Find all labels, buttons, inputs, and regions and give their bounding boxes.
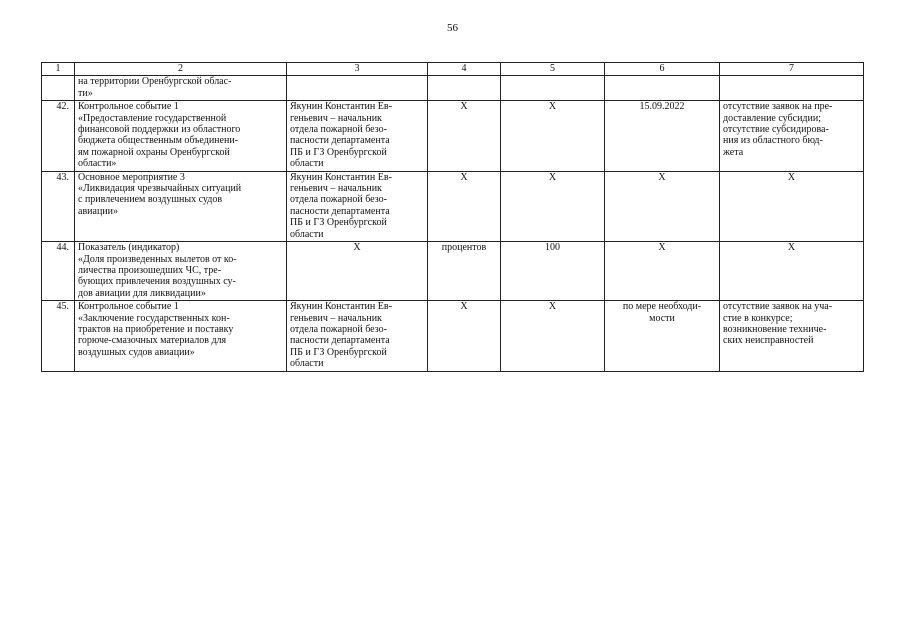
row-number: 44.	[42, 242, 75, 301]
table-row	[42, 101, 864, 171]
cell-col6: по мере необходи- мости	[605, 301, 720, 371]
cell-col4: процентов	[428, 242, 501, 301]
cell-event: Контрольное событие 1 «Заключение государственных кон- трактов на приобретение и поставку горюче-смазочных материалов для воздушных судов авиации»	[75, 301, 287, 371]
cell-col6: 15.09.2022	[605, 101, 720, 171]
cell-responsible	[287, 76, 428, 101]
cell-col4: Х	[428, 301, 501, 371]
row-number: 42.	[42, 101, 75, 171]
cell-col5: Х	[501, 101, 605, 171]
cell-col6: Х	[605, 242, 720, 301]
cell-responsible: Якунин Константин Ев- геньевич – начальник отдела пожарной безо- пасности департамента ПБ и ГЗ Оренбургской области	[287, 171, 428, 241]
cell-col4: Х	[428, 171, 501, 241]
cell-col4: Х	[428, 101, 501, 171]
table-row	[42, 301, 864, 371]
continuation-row	[42, 76, 864, 101]
cell-responsible: Якунин Константин Ев- геньевич – начальник отдела пожарной безо- пасности департамента ПБ и ГЗ Оренбургской области	[287, 101, 428, 171]
cell-col7: отсутствие заявок на уча- стие в конкурсе; возникновение техниче- ских неисправностей	[720, 301, 864, 371]
cell-col5: 100	[501, 242, 605, 301]
cell-col6: Х	[605, 171, 720, 241]
header-col-4: 4	[428, 63, 501, 76]
header-col-3: 3	[287, 63, 428, 76]
cell-responsible: Х	[287, 242, 428, 301]
cell-col7: отсутствие заявок на пре- доставление субсидии; отсутствие субсидирова- ния из областного бюд- жета	[720, 101, 864, 171]
row-number: 43.	[42, 171, 75, 241]
cell-event: Основное мероприятие 3 «Ликвидация чрезвычайных ситуаций с привлечением воздушных судов авиации»	[75, 171, 287, 241]
header-col-5: 5	[501, 63, 605, 76]
cell-event: на территории Оренбургской облас- ти»	[75, 76, 287, 101]
header-col-2: 2	[75, 63, 287, 76]
cell-responsible: Якунин Константин Ев- геньевич – начальник отдела пожарной безо- пасности департамента ПБ и ГЗ Оренбургской области	[287, 301, 428, 371]
cell-event: Контрольное событие 1 «Предоставление государственной финансовой поддержки из областного бюджета общественным объединени- ям пожарной охраны Оренбургской области»	[75, 101, 287, 171]
cell-col7	[720, 76, 864, 101]
cell-col5: Х	[501, 171, 605, 241]
cell-col6	[605, 76, 720, 101]
row-number: 45.	[42, 301, 75, 371]
header-row	[42, 63, 864, 76]
header-col-7: 7	[720, 63, 864, 76]
cell-col5: Х	[501, 301, 605, 371]
cell-num	[42, 76, 75, 101]
plan-table	[41, 62, 864, 372]
table-row	[42, 242, 864, 301]
table-row	[42, 171, 864, 241]
cell-col4	[428, 76, 501, 101]
cell-col5	[501, 76, 605, 101]
cell-col7: Х	[720, 242, 864, 301]
header-col-1: 1	[42, 63, 75, 76]
cell-event: Показатель (индикатор) «Доля произведенных вылетов от ко- личества произошедших ЧС, тре- бующих привлечения воздушных су- дов авиации для ликвидации»	[75, 242, 287, 301]
page-number: 56	[447, 22, 458, 34]
cell-col7: Х	[720, 171, 864, 241]
header-col-6: 6	[605, 63, 720, 76]
